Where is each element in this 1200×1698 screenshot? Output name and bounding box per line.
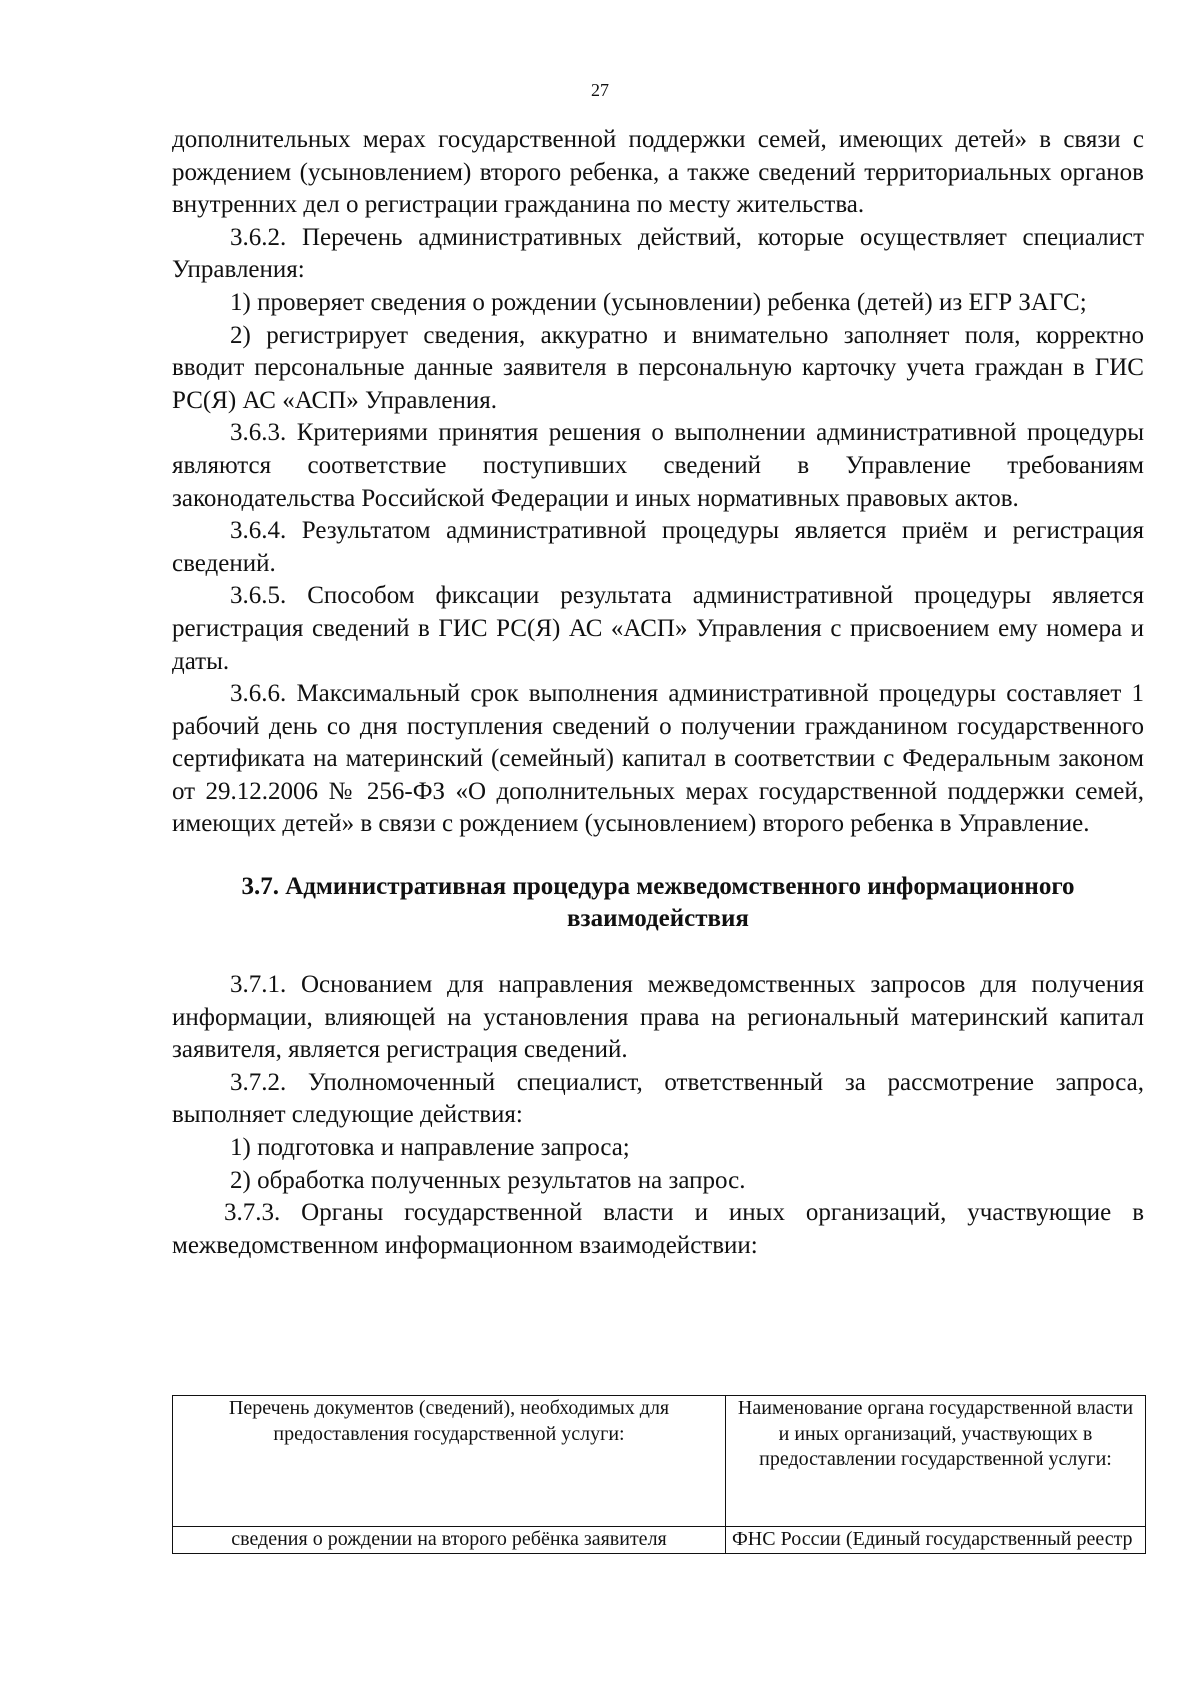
paragraph-3-6-2: 3.6.2. Перечень административных действий, которые осуществляет специалист Управления: xyxy=(172,223,1144,284)
table-row xyxy=(173,1527,1146,1554)
table-cell-document: сведения о рождении на второго ребёнка заявителя xyxy=(173,1527,726,1554)
paragraph-3-6-5: 3.6.5. Способом фиксации результата административной процедуры является регистрация сведений в ГИС РС(Я) АС «АСП» Управления с присвоением ему номера и даты. xyxy=(172,582,1144,675)
paragraph-3-6-6: 3.6.6. Максимальный срок выполнения административной процедуры составляет 1 рабочий день со дня поступления сведений о получении гражданином государственного сертификата на материнский (семейный) капитал в соответствии с Федеральным законом от 29.12.2006 № 256-ФЗ «О дополнительных мерах государственной поддержки семей, имеющих детей» в связи с рождением (усыновлением) второго ребенка в Управление. xyxy=(172,680,1144,838)
paragraph-3-7-1: 3.7.1. Основанием для направления межведомственных запросов для получения информации, влияющей на установления права на региональный материнский капитал заявителя, является регистрация сведений. xyxy=(172,971,1144,1064)
interagency-table xyxy=(172,1395,1146,1554)
paragraph-3-6-3: 3.6.3. Критериями принятия решения о выполнении административной процедуры являются соответствие поступивших сведений в Управление требованиям законодательства Российской Федерации и иных нормативных правовых актов. xyxy=(172,419,1144,512)
paragraph-3-7-2: 3.7.2. Уполномоченный специалист, ответственный за рассмотрение запроса, выполняет следующие действия: xyxy=(172,1068,1144,1129)
paragraph-3-7-3: 3.7.3. Органы государственной власти и иных организаций, участвующие в межведомственном информационном взаимодействии: xyxy=(172,1199,1144,1259)
table-header-documents: Перечень документов (сведений), необходимых для предоставления государственной услуги: xyxy=(173,1396,726,1527)
list-item-2: 2) регистрирует сведения, аккуратно и внимательно заполняет поля, корректно вводит персональные данные заявителя в персональную карточку учета граждан в ГИС РС(Я) АС «АСП» Управления. xyxy=(172,321,1144,414)
table-header-row xyxy=(173,1396,1146,1527)
table-header-organization: Наименование органа государственной власти и иных организаций, участвующих в предоставлении государственной услуги: xyxy=(726,1396,1146,1527)
paragraph-continuation: дополнительных мерах государственной поддержки семей, имеющих детей» в связи с рождением (усыновлением) второго ребенка, а также сведений территориальных органов внутренних дел о регистрации гражданина по месту жительства. xyxy=(172,126,1144,219)
paragraph-3-6-4: 3.6.4. Результатом административной процедуры является приём и регистрация сведений. xyxy=(172,517,1144,577)
list-item-3-7-2: 2) обработка полученных результатов на запрос. xyxy=(230,1166,746,1194)
table-cell-organization: ФНС России (Единый государственный реестр xyxy=(726,1527,1146,1554)
document-body xyxy=(172,124,1144,1262)
list-item-3-7-1: 1) подготовка и направление запроса; xyxy=(230,1134,630,1162)
list-item-1: 1) проверяет сведения о рождении (усыновлении) ребенка (детей) из ЕГР ЗАГС; xyxy=(230,288,1087,316)
page-number: 27 xyxy=(591,80,609,100)
section-heading-3-7: 3.7. Административная процедура межведомственного информационного взаимодействия xyxy=(241,873,1075,933)
